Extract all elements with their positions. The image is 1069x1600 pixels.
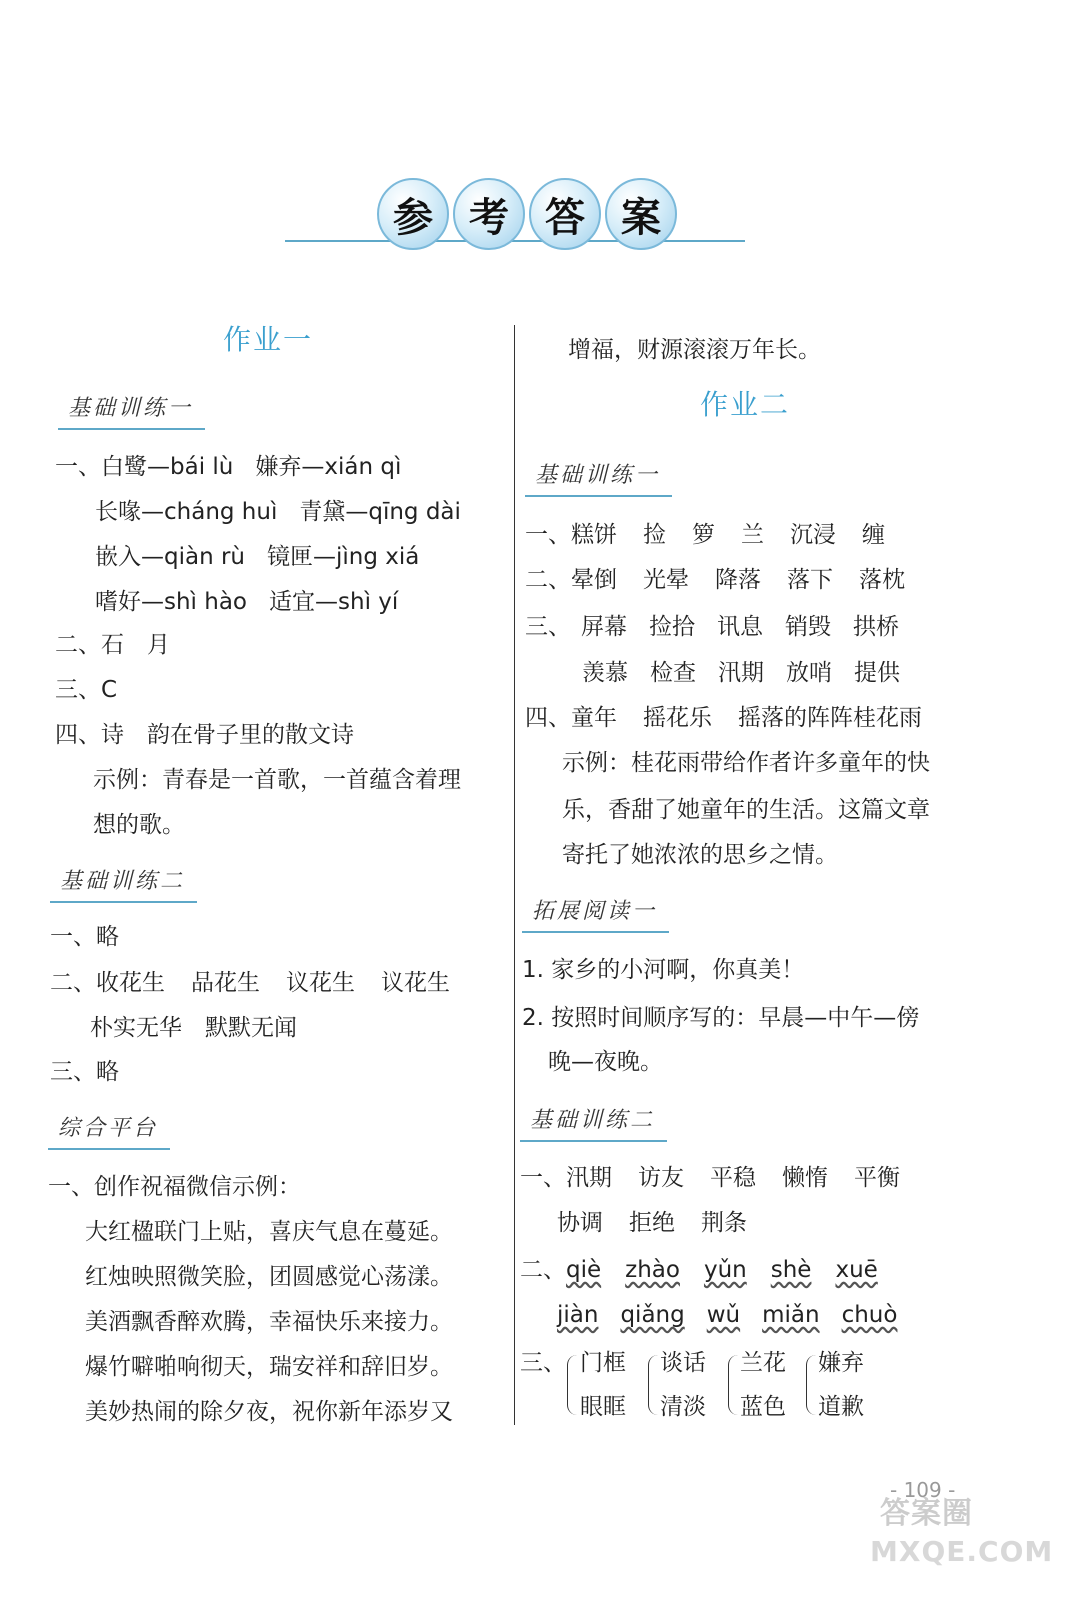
answer-item: 销毁 [785,614,831,640]
title-char: 答 [529,178,601,250]
section-heading: 基础训练二 [520,1106,667,1142]
pinyin-item: qiè [566,1257,602,1283]
answer-item: 荆条 [701,1210,747,1236]
answer-line: 四、诗 韵在骨子里的散文诗 [55,722,354,748]
question-label: 三、 [520,1350,566,1376]
answer-item: 平衡 [854,1165,900,1191]
answer-item: 摇花乐 [643,705,712,731]
answer-item: 拒绝 [629,1210,675,1236]
section-heading: 基础训练一 [58,394,205,430]
pinyin-item: zhào [625,1257,680,1283]
answer-line: 想的歌。 [93,812,185,838]
answer-item: 懒惰 [782,1165,828,1191]
answer-item: 眼眶 [580,1394,626,1420]
answer-line: 一、创作祝福微信示例： [48,1174,301,1200]
answer-line: 2. 按照时间顺序写的：早晨—中午—傍 [522,1005,920,1031]
answer-item: 糕饼 [571,522,617,548]
poem-line: 红烛映照微笑脸，团圆感觉心荡漾。 [85,1264,453,1290]
watermark-logo: 答案圈 [880,1496,973,1531]
pinyin-item: qiǎng [620,1302,685,1328]
answer-item: 兰 [741,522,764,548]
answer-line: 示例：桂花雨带给作者许多童年的快 [562,750,930,776]
answer-item: 议花生 [286,970,355,996]
section-heading: 基础训练一 [525,461,672,497]
homework-1-title: 作业一 [222,323,313,356]
answer-item: 屏幕 [581,614,627,640]
title-char: 参 [377,178,449,250]
answer-item: 品花生 [191,970,260,996]
poem-line: 美妙热闹的除夕夜，祝你新年添岁又 [85,1399,453,1425]
answer-item: 四、童年 [525,705,617,731]
page-number: - 109 - [890,1478,956,1502]
question-label: 二、 [520,1257,566,1283]
answer-item: 放哨 [786,660,832,686]
answer-line: 乐，香甜了她童年的生活。这篇文章 [562,797,930,823]
answer-item: 门框 [580,1350,626,1376]
answer-item: 清淡 [660,1394,706,1420]
section-heading: 基础训练二 [50,867,197,903]
answer-item: 兰花 [740,1350,786,1376]
question-label: 三、 [525,614,571,640]
answer-item: 检查 [650,660,696,686]
answer-item: 拱桥 [853,614,899,640]
pinyin-item: jiàn [557,1302,599,1328]
answer-line: 寄托了她浓浓的思乡之情。 [562,842,838,868]
answer-item: 羡慕 [582,660,628,686]
answer-item: 捡 [643,522,666,548]
answer-line: 三、C [55,677,118,703]
answer-item: 访友 [638,1165,684,1191]
answer-line: 朴实无华 默默无闻 [90,1015,297,1041]
answer-item: 缠 [862,522,885,548]
watermark-url: MXQE.COM [870,1535,1054,1568]
answer-line: 增福，财源滚滚万年长。 [568,337,821,363]
answer-line: 1. 家乡的小河啊，你真美！ [522,957,805,983]
answer-item: 嗜好—shì hào [95,589,248,615]
answer-item: 光晕 [643,567,689,593]
answer-line: 示例：青春是一首歌，一首蕴含着理 [93,767,461,793]
homework-2-title: 作业二 [699,388,790,421]
poem-line: 大红楹联门上贴，喜庆气息在蔓延。 [85,1219,453,1245]
column-divider [514,325,515,1425]
answer-item: 长喙—cháng huì [95,499,278,525]
answer-item: 道歉 [818,1394,864,1420]
answer-item: 提供 [854,660,900,686]
question-label: 一、 [525,522,571,548]
answer-item: 晕倒 [571,567,617,593]
question-label: 二、 [50,970,96,996]
pinyin-item: xuē [835,1257,878,1283]
question-label: 一、 [55,454,101,480]
page-title [285,178,745,258]
answer-item: 白鹭—bái lù [101,454,234,480]
pinyin-item: yǔn [703,1257,747,1283]
poem-line: 美酒飘香醉欢腾，幸福快乐来接力。 [85,1309,453,1335]
answer-item: 沉浸 [790,522,836,548]
answer-item: 捡拾 [649,614,695,640]
section-heading: 拓展阅读一 [522,897,669,933]
title-char: 案 [605,178,677,250]
answer-item: 嫌弃 [818,1350,864,1376]
answer-line: 一、略 [50,924,119,950]
answer-item: 镜匣—jìng xiá [267,544,420,570]
answer-item: 落下 [787,567,833,593]
answer-item: 适宜—shì yí [269,589,399,615]
answer-line: 二、石 月 [55,632,170,658]
answer-item: 一、汛期 [520,1165,612,1191]
title-char: 考 [453,178,525,250]
answer-item: 青黛—qīng dài [299,499,461,525]
question-label: 二、 [525,567,571,593]
answer-item: 摇落的阵阵桂花雨 [738,705,922,731]
answer-item: 协调 [557,1210,603,1236]
pinyin-item: chuò [841,1302,898,1328]
answer-line: 晚—夜晚。 [548,1049,663,1075]
answer-item: 箩 [692,522,715,548]
answer-item: 谈话 [660,1350,706,1376]
answer-item: 嫌弃—xián qì [255,454,402,480]
answer-item: 蓝色 [740,1394,786,1420]
answer-item: 讯息 [717,614,763,640]
answer-item: 降落 [715,567,761,593]
pinyin-item: miǎn [762,1302,820,1328]
pinyin-item: shè [770,1257,812,1283]
answer-item: 议花生 [381,970,450,996]
section-heading: 综合平台 [48,1114,170,1150]
answer-item: 平稳 [710,1165,756,1191]
poem-line: 爆竹噼啪响彻天，瑞安祥和辞旧岁。 [85,1354,453,1380]
answer-line: 三、略 [50,1059,119,1085]
answer-item: 嵌入—qiàn rù [95,544,246,570]
answer-item: 汛期 [718,660,764,686]
pinyin-item: wǔ [706,1302,741,1328]
answer-item: 收花生 [96,970,165,996]
answer-item: 落枕 [859,567,905,593]
